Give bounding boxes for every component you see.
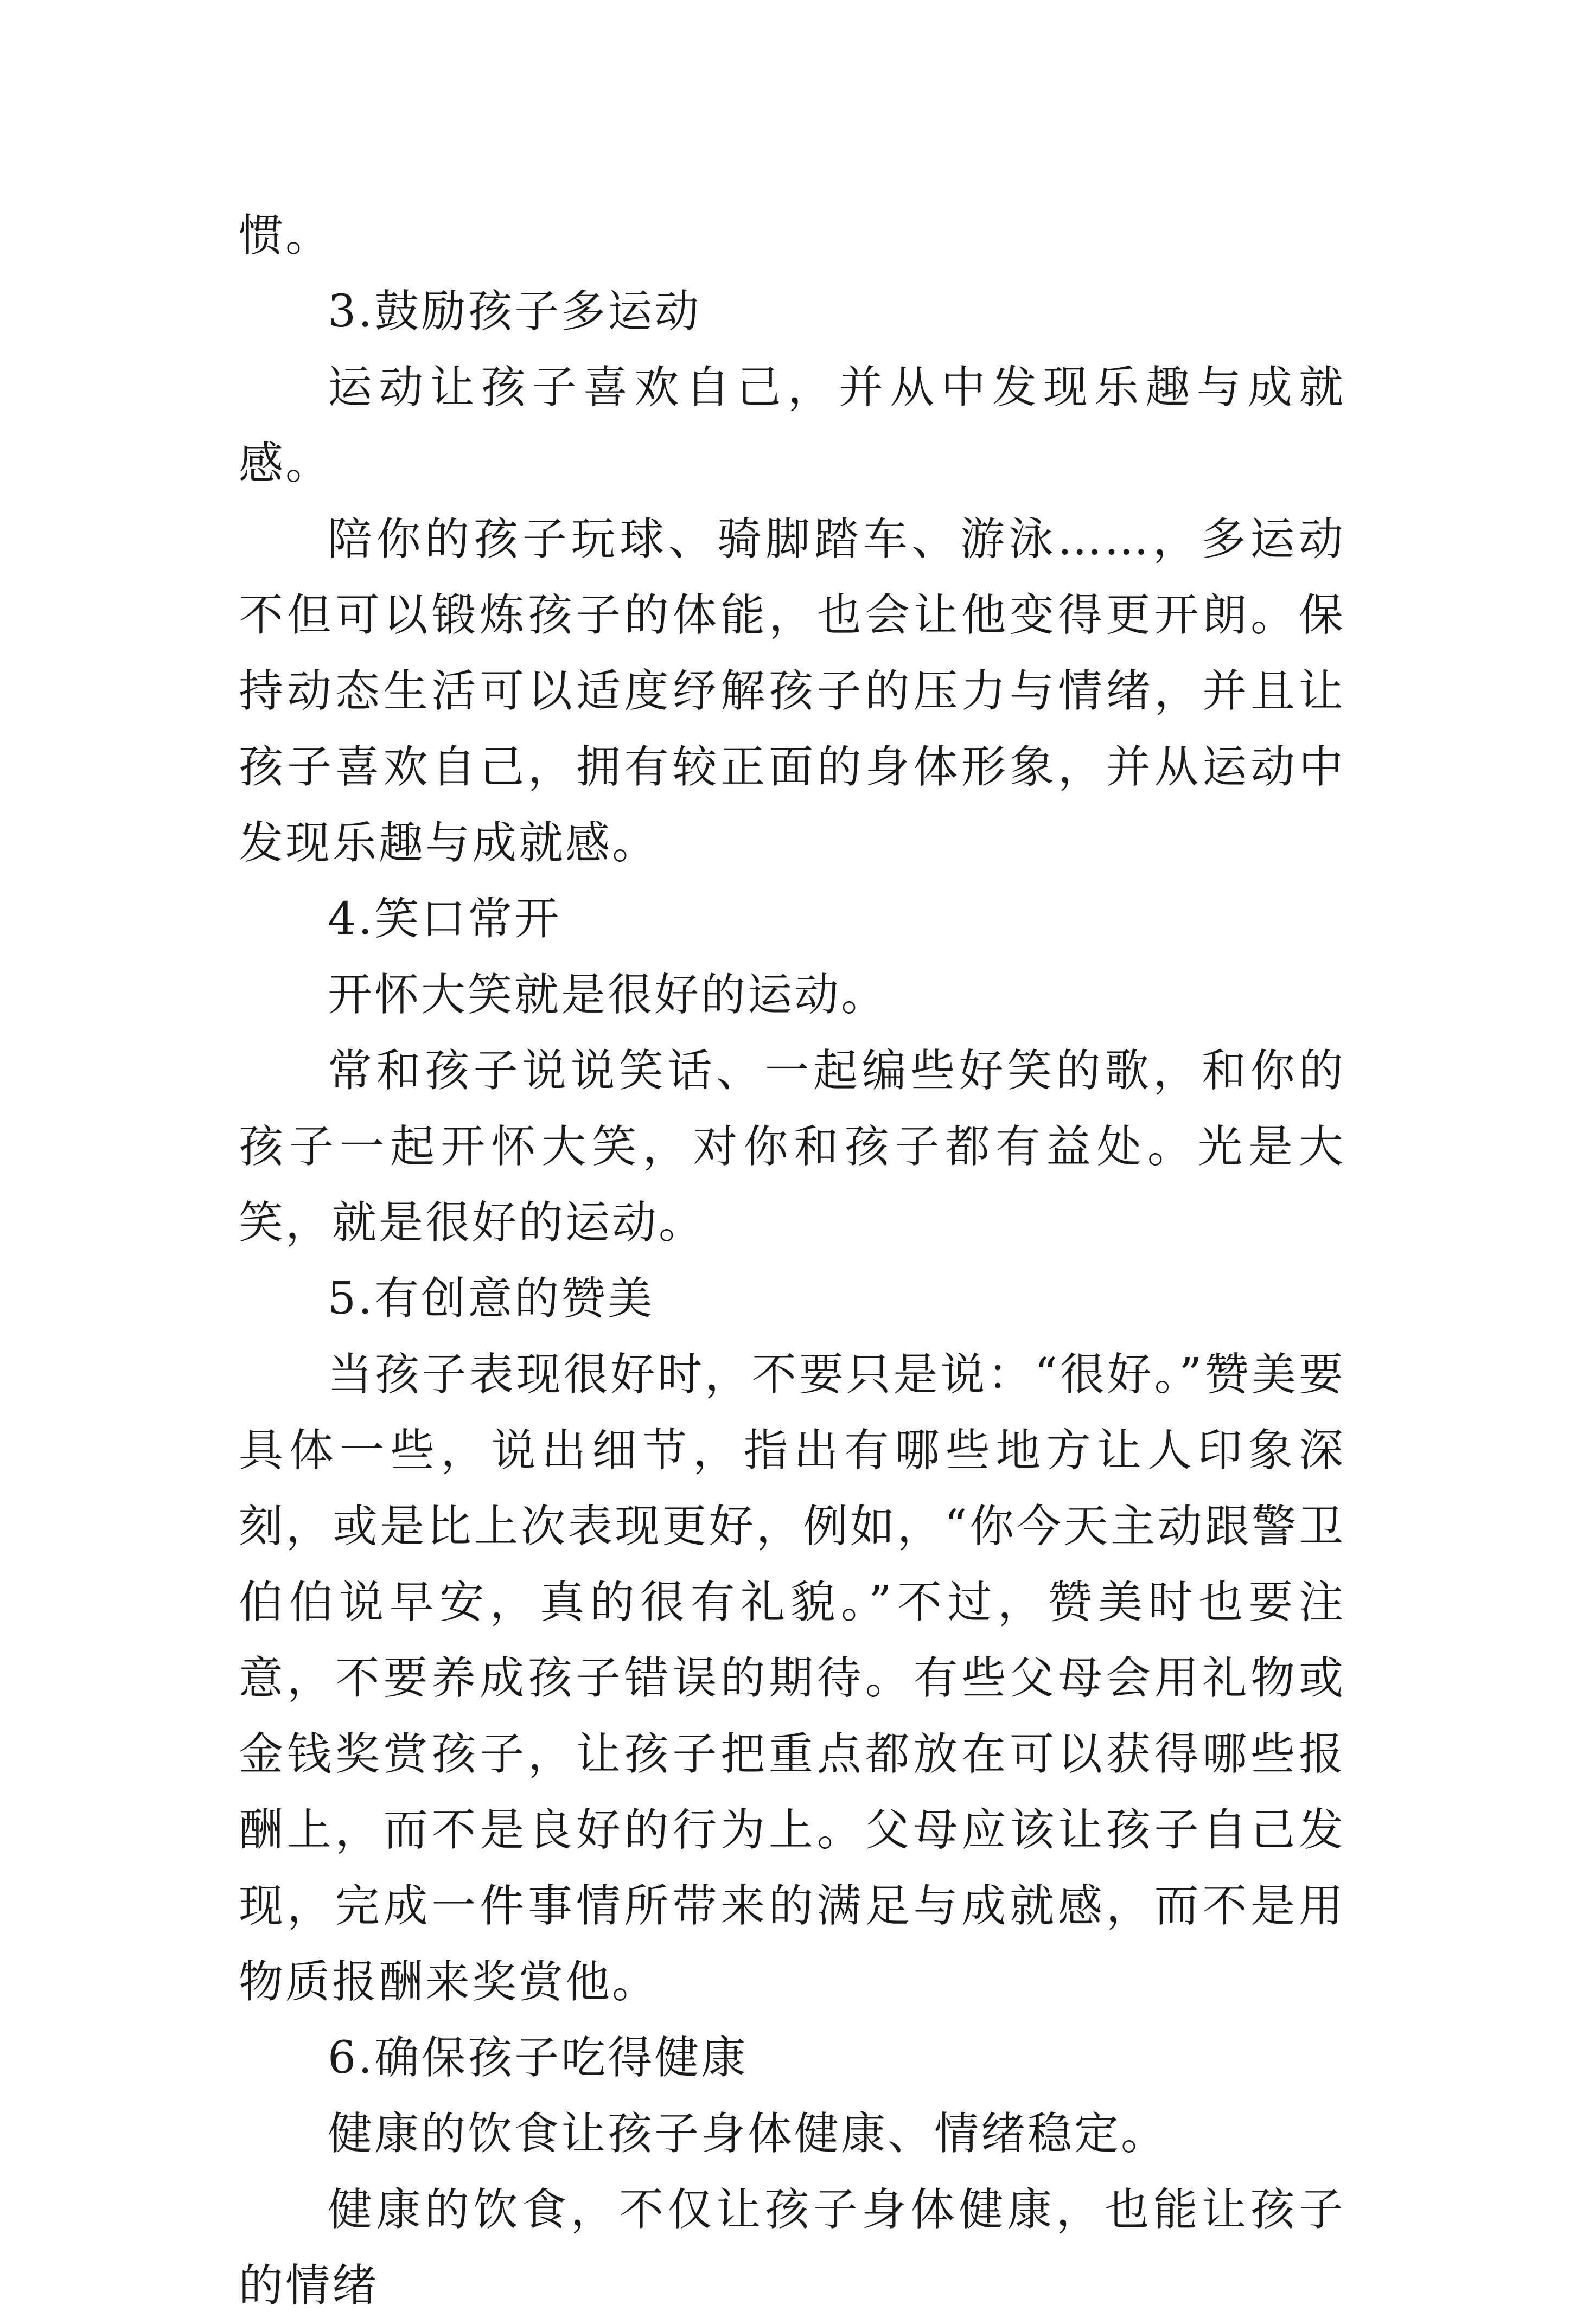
section-heading-4: 4.笑口常开 [328,893,561,945]
section-summary-3: 运动让孩子喜欢自己，并从中发现乐趣与成就感。 [239,362,1345,489]
text-column [239,198,1345,2324]
section-body-3: 陪你的孩子玩球、骑脚踏车、游泳……，多运动不但可以锻炼孩子的体能，也会让他变得更开朗。保持动态生活可以适度纾解孩子的压力与情绪，并且让孩子喜欢自己，拥有较正面的身体形象，并从运动中发现乐趣与成就感。 [239,514,1345,869]
section-heading-3: 3.鼓励孩子多运动 [328,286,701,337]
section-heading-5: 5.有创意的赞美 [328,1273,655,1324]
section-summary-6: 健康的饮食让孩子身体健康、情绪稳定。 [328,2108,1168,2160]
section-summary-4: 开怀大笑就是很好的运动。 [328,969,888,1021]
section-body-5: 当孩子表现很好时，不要只是说：“很好。”赞美要具体一些，说出细节，指出有哪些地方让人印象深刻，或是比上次表现更好，例如，“你今天主动跟警卫伯伯说早安，真的很有礼貌。”不过，赞美时也要注意，不要养成孩子错误的期待。有些父母会用礼物或金钱奖赏孩子，让孩子把重点都放在可以获得哪些报酬上，而不是良好的行为上。父母应该让孩子自己发现，完成一件事情所带来的满足与成就感，而不是用物质报酬来奖赏他。 [239,1349,1345,2008]
continuation-paragraph: 惯。 [239,210,333,261]
section-body-6: 健康的饮食，不仅让孩子身体健康，也能让孩子的情绪 [239,2184,1345,2312]
section-body-4: 常和孩子说说笑话、一起编些好笑的歌，和你的孩子一起开怀大笑，对你和孩子都有益处。光是大笑，就是很好的运动。 [239,1045,1345,1249]
section-heading-6: 6.确保孩子吃得健康 [328,2032,748,2084]
